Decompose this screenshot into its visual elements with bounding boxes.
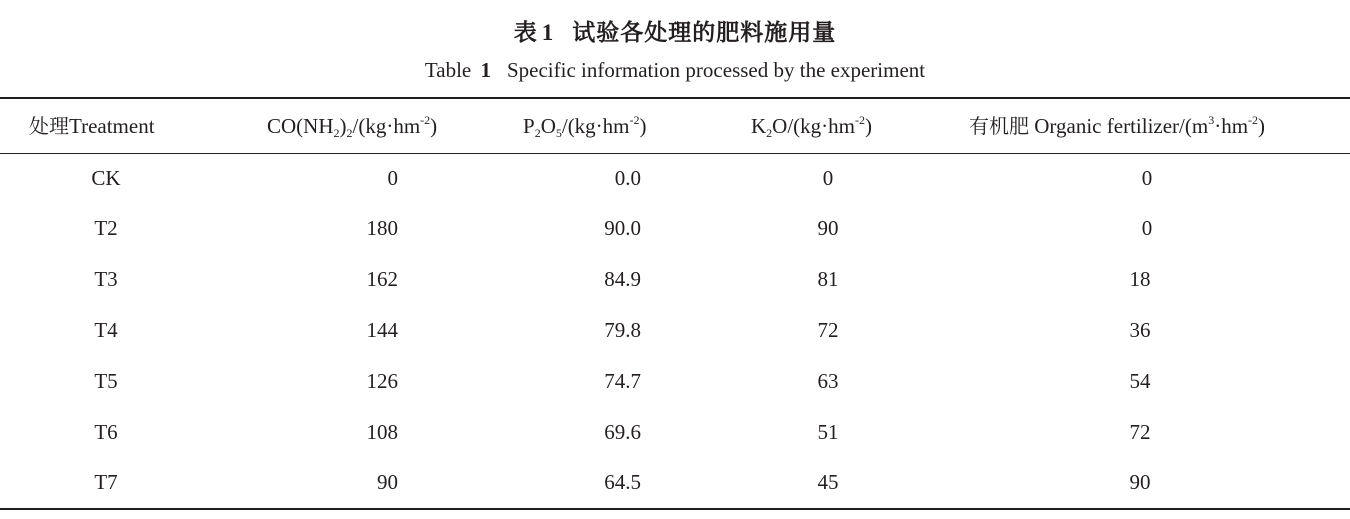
- cell-urea: 180: [366, 216, 398, 240]
- header-treatment: [29, 114, 155, 138]
- cell-k2o: 81: [817, 267, 839, 291]
- title-en-prefix: Table: [424, 58, 472, 82]
- header-urea-sup: -2: [420, 113, 431, 127]
- header-p2o5: [523, 114, 647, 138]
- header-p2o5-part: P: [523, 114, 535, 138]
- header-p2o5-sup: -2: [629, 113, 640, 127]
- header-urea: [267, 114, 437, 138]
- title-cn-prefix: 表: [513, 20, 538, 46]
- cell-k2o: 51: [817, 420, 839, 444]
- cell-treatment: CK: [91, 166, 121, 190]
- table-title-cn: [0, 14, 1350, 47]
- header-p2o5-part: O: [540, 114, 556, 138]
- cell-urea: 90: [377, 470, 398, 494]
- table-bottom-rule: [0, 508, 1350, 510]
- cell-k2o: 63: [817, 369, 839, 393]
- header-organic-part: ·hm: [1214, 114, 1249, 138]
- header-organic-sup: 3: [1208, 113, 1215, 127]
- cell-treatment: T7: [94, 470, 118, 494]
- header-urea-part: /(kg·hm: [352, 114, 421, 138]
- table-number: 1: [541, 20, 555, 45]
- cell-urea: 0: [387, 166, 398, 190]
- header-p2o5-part: ): [639, 114, 647, 138]
- header-k2o-sub: 2: [766, 126, 773, 140]
- cell-urea: 108: [366, 420, 398, 444]
- header-urea-part: ): [339, 114, 347, 138]
- cell-p2o5: 74.7: [604, 369, 641, 393]
- header-k2o-part: O/(kg·hm: [772, 114, 855, 138]
- cell-p2o5: 90.0: [604, 216, 641, 240]
- cell-organic: 72: [1129, 420, 1151, 444]
- table-number-en: 1: [480, 58, 491, 82]
- cell-urea: 144: [366, 318, 398, 342]
- title-en-text: Specific information processed by the experiment: [506, 58, 926, 82]
- header-organic: [969, 114, 1265, 138]
- cell-k2o: 0: [822, 166, 834, 190]
- header-urea-part: CO(NH: [267, 114, 334, 138]
- cell-treatment: T2: [94, 216, 118, 240]
- header-organic-part: Organic fertilizer/(m: [1029, 114, 1209, 138]
- header-treatment-cn: 处理: [29, 114, 69, 138]
- title-cn-text: 试验各处理的肥料施用量: [572, 20, 837, 46]
- header-k2o: [751, 114, 872, 138]
- cell-p2o5: 0.0: [614, 166, 641, 190]
- header-p2o5-part: /(kg·hm: [561, 114, 630, 138]
- cell-organic: 18: [1129, 267, 1151, 291]
- cell-p2o5: 64.5: [604, 470, 641, 494]
- header-k2o-part: ): [865, 114, 872, 138]
- header-urea-sub: 2: [346, 126, 353, 140]
- cell-urea: 162: [366, 267, 398, 291]
- cell-treatment: T3: [94, 267, 118, 291]
- header-organic-cn: 有机肥: [969, 114, 1029, 138]
- header-organic-sup: -2: [1248, 113, 1259, 127]
- cell-k2o: 90: [817, 216, 839, 240]
- header-organic-part: ): [1258, 114, 1266, 138]
- cell-treatment: T5: [94, 369, 118, 393]
- cell-organic: 36: [1129, 318, 1151, 342]
- header-urea-part: ): [430, 114, 438, 138]
- header-k2o-sup: -2: [855, 113, 865, 127]
- cell-organic: 0: [1141, 166, 1153, 190]
- cell-urea: 126: [366, 369, 398, 393]
- cell-organic: 54: [1129, 369, 1151, 393]
- header-k2o-part: K: [751, 114, 767, 138]
- cell-treatment: T4: [94, 318, 118, 342]
- header-p2o5-sub: 5: [555, 126, 562, 140]
- header-treatment-en: Treatment: [69, 114, 155, 138]
- table-title-en: [0, 58, 1350, 83]
- table-top-rule: [0, 97, 1350, 99]
- cell-k2o: 45: [817, 470, 839, 494]
- cell-organic: 90: [1129, 470, 1151, 494]
- table-header-rule: [0, 153, 1350, 154]
- cell-k2o: 72: [817, 318, 839, 342]
- cell-organic: 0: [1141, 216, 1153, 240]
- cell-treatment: T6: [94, 420, 118, 444]
- cell-p2o5: 79.8: [604, 318, 641, 342]
- header-urea-sub: 2: [333, 126, 340, 140]
- cell-p2o5: 69.6: [604, 420, 641, 444]
- cell-p2o5: 84.9: [604, 267, 641, 291]
- header-p2o5-sub: 2: [534, 126, 541, 140]
